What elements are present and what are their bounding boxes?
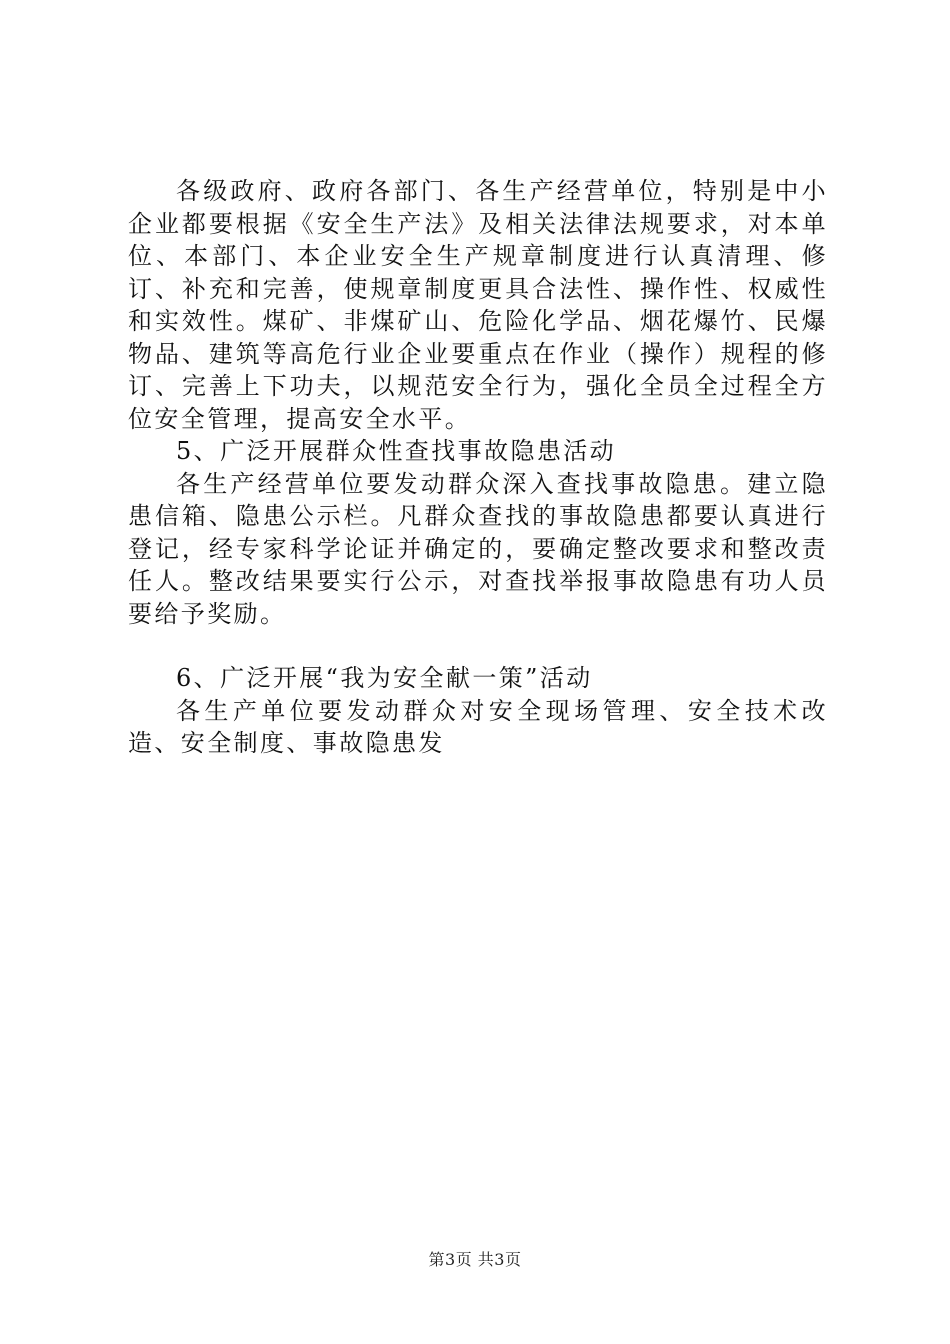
paragraph-spacer — [128, 630, 828, 662]
paragraph-regulations: 各级政府、政府各部门、各生产经营单位，特别是中小企业都要根据《安全生产法》及相关法律法规要求，对本单位、本部门、本企业安全生产规章制度进行认真清理、修订、补充和完善，使规章制度更具合法性、操作性、权威性和实效性。煤矿、非煤矿山、危险化学品、烟花爆竹、民爆物品、建筑等高危行业企业要重点在作业（操作）规程的修订、完善上下功夫，以规范安全行为，强化全员全过程全方位安全管理，提高安全水平。 — [128, 177, 828, 433]
section-heading-6: 6、广泛开展“我为安全献一策”活动 — [176, 664, 593, 692]
paragraph-hazard-search: 各生产经营单位要发动群众深入查找事故隐患。建立隐患信箱、隐患公示栏。凡群众查找的事故隐患都要认真进行登记，经专家科学论证并确定的，要确定整改要求和整改责任人。整改结果要实行公示，对查找举报事故隐患有功人员要给予奖励。 — [128, 469, 828, 628]
paragraph-safety-suggestions: 各生产单位要发动群众对安全现场管理、安全技术改造、安全制度、事故隐患发 — [128, 696, 828, 757]
page-footer: 第3页 共3页 — [428, 1250, 522, 1269]
section-heading-5: 5、广泛开展群众性查找事故隐患活动 — [176, 437, 617, 465]
document-body — [128, 175, 828, 760]
